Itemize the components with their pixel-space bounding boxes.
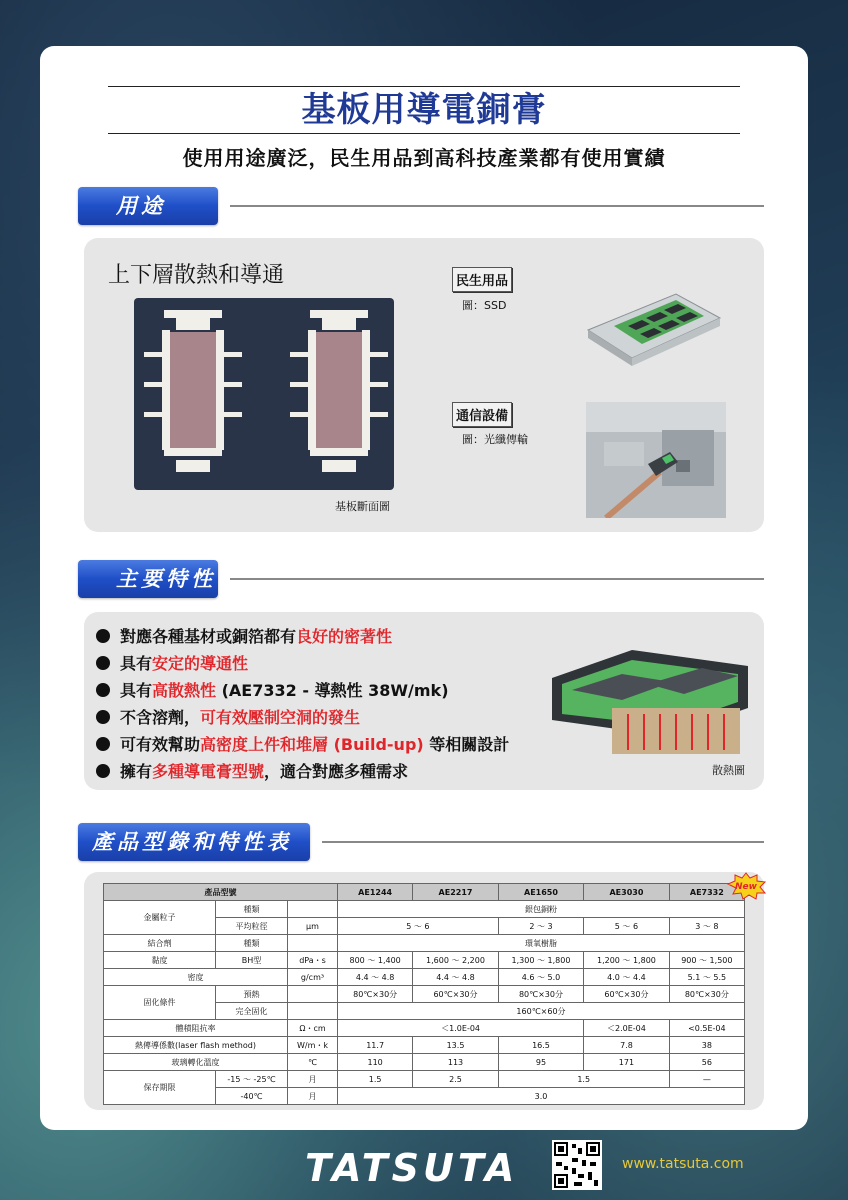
feature-item: 不含溶劑，可有效壓制空洞的發生	[96, 705, 360, 728]
substrate-crosssection-image	[134, 298, 394, 490]
page-title: 基板用導電銅膏	[108, 86, 740, 134]
crosssection-caption: 基板斷面圖	[335, 500, 390, 513]
table-row: 金屬粒子 種類 銀包銅粉	[104, 901, 745, 918]
feature-item: 對應各種基材或銅箔都有良好的密著性	[96, 624, 392, 647]
table-row: -40℃ 月 3.0	[104, 1088, 745, 1105]
table-row: 黏度 BH型 dPa・s 800 ～ 1,400 1,600 ～ 2,200 1,300 ～ 1,800 1,200 ～ 1,800 900 ～ 1,500	[104, 952, 745, 969]
table-header-row: 產品型號 AE1244 AE2217 AE1650 AE3030 AE7332	[104, 884, 745, 901]
feature-item: 具有高散熱性 (AE7332 - 導熱性 38W/mk)	[96, 678, 449, 701]
consumer-label: 民生用品	[452, 267, 512, 292]
feature-item: 擁有多種導電膏型號，適合對應多種需求	[96, 759, 408, 782]
section-features-header: 主要特性	[78, 560, 218, 598]
new-badge-icon	[726, 872, 766, 900]
table-row: 完全固化 160℃×60分	[104, 1003, 745, 1020]
section-divider	[230, 578, 764, 580]
bullet-icon	[96, 629, 110, 643]
telecom-label: 通信設備	[452, 402, 512, 427]
table-row: 體積阻抗率 Ω・cm ＜1.0E-04 ＜2.0E-04 <0.5E-04	[104, 1020, 745, 1037]
section-divider	[230, 205, 764, 207]
table-row: 熱傳導係數(laser flash method) W/m・k 11.7 13.5 16.5 7.8 38	[104, 1037, 745, 1054]
bullet-icon	[96, 683, 110, 697]
table-row: 固化條件 預熱 80℃×30分 60℃×30分 80℃×30分 60℃×30分 80℃×30分	[104, 986, 745, 1003]
page-subtitle: 使用用途廣泛，民生用品到高科技產業都有使用實績	[182, 146, 666, 170]
bullet-icon	[96, 737, 110, 751]
tatsuta-logo: TATSUTA	[305, 1146, 519, 1190]
ssd-caption: 圖：SSD	[462, 299, 507, 312]
ssd-image	[580, 278, 726, 370]
heat-dissipation-diagram	[552, 644, 748, 756]
table-row: 結合劑 種類 環氧樹脂	[104, 935, 745, 952]
new-badge-text: New	[735, 882, 757, 892]
bullet-icon	[96, 710, 110, 724]
bullet-icon	[96, 764, 110, 778]
table-row: 密度 g/cm³ 4.4 ～ 4.8 4.4 ～ 4.8 4.6 ～ 5.0 4.0 ～ 4.4 5.1 ～ 5.5	[104, 969, 745, 986]
feature-item: 具有安定的導通性	[96, 651, 248, 674]
section-products-header: 產品型錄和特性表	[78, 823, 310, 861]
table-row: 玻璃轉化溫度 ℃ 110 113 95 171 56	[104, 1054, 745, 1071]
fiber-image	[586, 402, 726, 518]
heat-diagram-caption: 散熱圖	[712, 764, 745, 777]
website-link[interactable]: www.tatsuta.com	[622, 1156, 744, 1172]
feature-item: 可有效幫助高密度上件和堆層 (Build-up) 等相關設計	[96, 732, 509, 755]
section-divider	[322, 841, 764, 843]
usage-heading: 上下層散熱和導通	[108, 263, 285, 288]
section-usage-header: 用途	[78, 187, 218, 225]
table-row: 保存期限 -15 ～ -25℃ 月 1.5 2.5 1.5 —	[104, 1071, 745, 1088]
spec-table	[103, 883, 745, 1105]
bullet-icon	[96, 656, 110, 670]
table-row: 平均粒徑 μm 5 ～ 6 2 ～ 3 5 ～ 6 3 ～ 8	[104, 918, 745, 935]
fiber-caption: 圖：光纖傳輸	[462, 433, 528, 446]
qr-code-icon[interactable]	[552, 1140, 602, 1190]
